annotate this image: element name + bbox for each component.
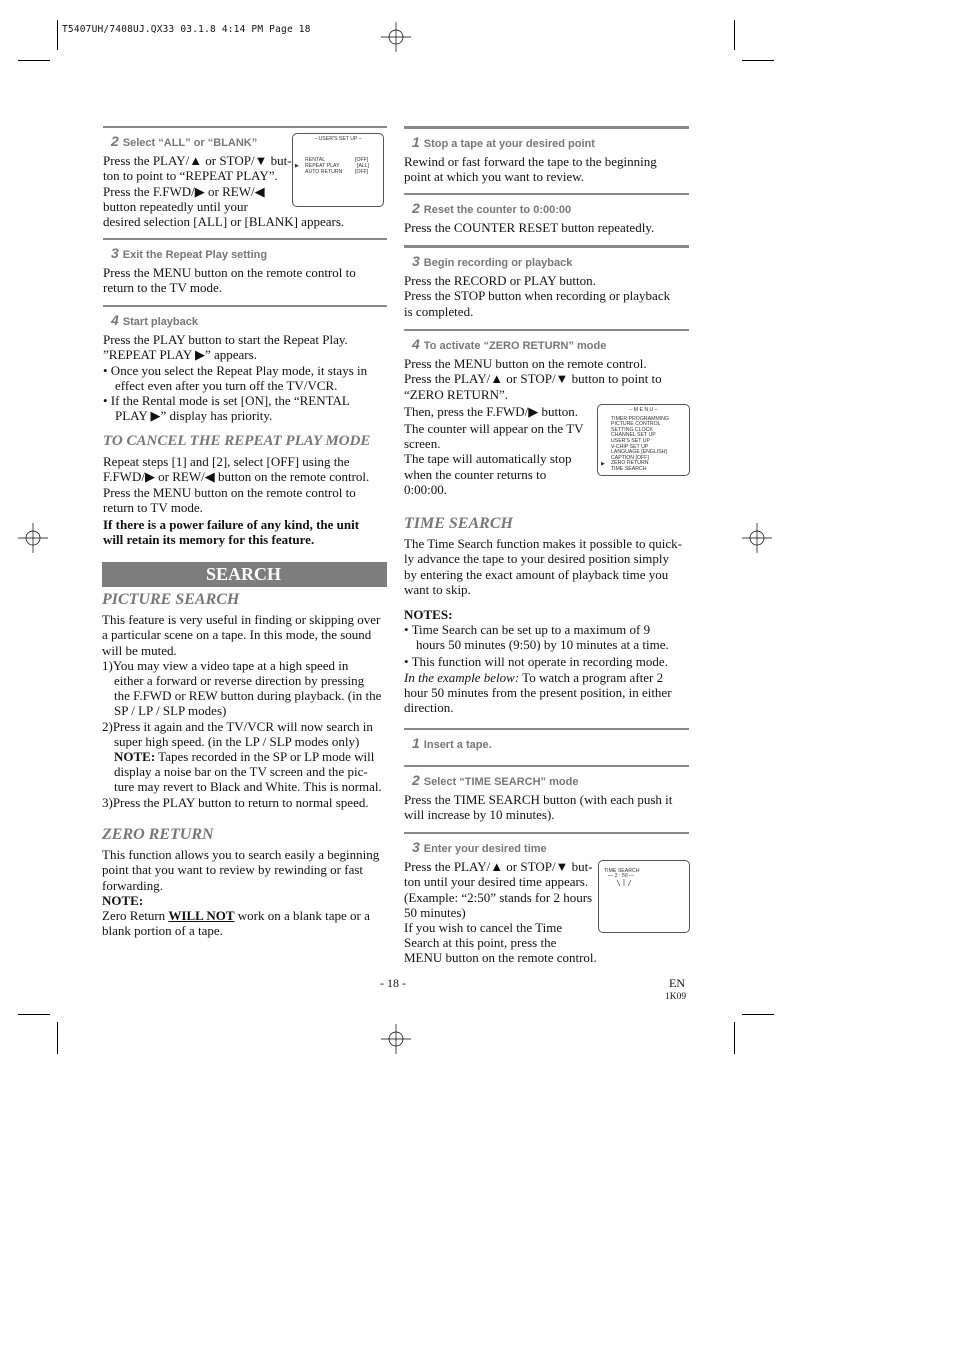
bullet: • If the Rental mode is set [ON], the “RENTAL (103, 393, 350, 409)
step-heading: 4 To activate “ZERO RETURN” mode (412, 336, 607, 352)
step-heading: 4 Start playback (111, 312, 198, 328)
body-text: F.FWD/▶ or REW/◀ button on the remote control. (103, 469, 370, 485)
body-text: when the counter returns to (404, 466, 547, 482)
note-label: NOTE: (102, 892, 144, 908)
screen-row-value: [ALL] (357, 163, 370, 169)
body-text: ton to point to “REPEAT PLAY”. (103, 168, 278, 184)
body-text: 0:00:00. (404, 481, 447, 497)
body-text: screen. (404, 436, 441, 452)
picture-search-section (102, 592, 388, 810)
menu-item: CAPTION [OFF] (611, 454, 649, 461)
users-setup-screen (292, 133, 384, 207)
bullet-cont: PLAY ▶” display has priority. (115, 408, 273, 424)
step-heading: 1 Stop a tape at your desired point (412, 134, 595, 150)
bullet-cont: hours 50 minutes (9:50) by 10 minutes at a time. (416, 637, 669, 653)
menu-item: LANGUAGE [ENGLISH] (611, 449, 667, 456)
body-text: a particular scene on a tape. In this mode, the sound (102, 627, 372, 643)
screen-row-value: [OFF] (355, 169, 369, 175)
body-text: Press the MENU button on the remote control. (404, 356, 647, 372)
body-text: The tape will automatically stop (404, 451, 572, 467)
body-text: Zero Return WILL NOT work on a blank tape or a (102, 908, 370, 924)
step-heading: 2 Select “TIME SEARCH” mode (412, 772, 579, 788)
body-text: Press the PLAY/▲ or STOP/▼ but- (404, 859, 593, 875)
right-step2 (404, 193, 689, 235)
screen-row: AUTO RETURN (305, 169, 343, 175)
left-step3 (103, 238, 387, 296)
body-text: blank portion of a tape. (102, 923, 223, 939)
crop-mark (742, 60, 774, 61)
zero-return-section (102, 827, 388, 938)
section-title: TO CANCEL THE REPEAT PLAY MODE (103, 433, 371, 449)
search-banner: SEARCH (102, 562, 387, 587)
bullet: • Time Search can be set up to a maximum of 9 (404, 622, 651, 638)
body-text: In the example below: To watch a program after 2 (404, 669, 664, 685)
list-item-cont: the F.FWD or REW button during playback. (in the (114, 688, 382, 704)
menu-item: V-CHIP SET UP (611, 443, 649, 450)
body-text: Press the PLAY/▲ or STOP/▼ button to point to (404, 371, 662, 387)
bold-note: If there is a power failure of any kind, the unit (103, 517, 360, 533)
bullet: • This function will not operate in recording mode. (404, 653, 668, 669)
note-cont: ture may revert to Black and White. This is normal. (114, 779, 382, 795)
menu-item: TIME SEARCH (611, 465, 647, 472)
step-heading: 3 Exit the Repeat Play setting (111, 245, 268, 261)
screen-value: — 2 : 50 — (608, 873, 635, 879)
screen-row: REPEAT PLAY (305, 163, 340, 169)
body-text: (Example: “2:50” stands for 2 hours (404, 889, 593, 905)
menu-screen (597, 404, 690, 476)
body-text: hour 50 minutes from the present position, in either (404, 685, 672, 701)
left-step4 (103, 305, 387, 423)
crop-mark (57, 20, 58, 50)
menu-item: TIMER PROGRAMMING (611, 415, 669, 422)
screen-title: – USER'S SET UP – (314, 136, 362, 142)
list-item: 1)You may view a video tape at a high speed in (102, 657, 349, 673)
body-text: Press the TIME SEARCH button (with each push it (404, 792, 673, 808)
body-text: by entering the exact amount of playback time you (404, 566, 669, 582)
registration-mark-icon (18, 523, 48, 553)
cursor-icon: ▶ (295, 163, 299, 169)
page-number: - 18 - (380, 976, 406, 990)
body-text: The Time Search function makes it possible to quick- (404, 536, 683, 552)
crop-mark (742, 1014, 774, 1015)
registration-mark-icon (381, 1024, 411, 1054)
body-text: Rewind or fast forward the tape to the beginning (404, 154, 657, 170)
divider (404, 765, 689, 767)
crop-mark (734, 1022, 735, 1054)
step-heading: 3 Enter your desired time (412, 839, 547, 855)
body-text: 50 minutes) (404, 904, 466, 920)
body-text: is completed. (404, 303, 474, 319)
screen-title: TIME SEARCH (604, 868, 640, 874)
body-text: Press the PLAY/▲ or STOP/▼ but- (103, 153, 292, 169)
section-title: TIME SEARCH (404, 515, 513, 532)
body-text: Press the STOP button when recording or playback (404, 288, 671, 304)
body-text: Then, press the F.FWD/▶ button. (404, 403, 578, 419)
body-text: “ZERO RETURN”. (404, 386, 508, 402)
divider (404, 126, 689, 129)
bold-note: will retain its memory for this feature. (103, 532, 315, 548)
section-title: ZERO RETURN (102, 826, 214, 843)
crop-mark (734, 20, 735, 50)
body-text: Press the COUNTER RESET button repeatedly. (404, 220, 655, 236)
notes-label: NOTES: (404, 607, 453, 623)
print-slug: T5407UH/7408UJ.QX33 03.1.8 4:14 PM Page 18 (62, 24, 311, 35)
body-text: ton until your desired time appears. (404, 874, 589, 890)
step-heading: 2 Reset the counter to 0:00:00 (412, 200, 572, 216)
blink-indicator-icon (613, 878, 635, 887)
divider (404, 728, 689, 730)
body-text: Press the RECORD or PLAY button. (404, 273, 596, 289)
section-title: PICTURE SEARCH (102, 591, 240, 608)
time-step2 (404, 765, 689, 823)
body-text: The counter will appear on the TV (404, 421, 584, 437)
menu-item: SETTING CLOCK (611, 426, 653, 433)
crop-mark (57, 1022, 58, 1054)
body-text: return to the TV mode. (103, 280, 223, 296)
list-item-cont: SP / LP / SLP modes) (114, 703, 227, 719)
right-step3 (404, 245, 689, 319)
menu-item: CHANNEL SET UP (611, 432, 656, 439)
bullet: • Once you select the Repeat Play mode, it stays in (103, 362, 368, 378)
step-heading: 1 Insert a tape. (412, 735, 492, 751)
body-text: MENU button on the remote control. (404, 950, 597, 966)
menu-item: ZERO RETURN (611, 460, 649, 467)
time-search-screen (598, 860, 690, 933)
body-text: return to TV mode. (103, 499, 203, 515)
screen-title: – M E N U – (629, 407, 658, 413)
body-text: will be muted. (102, 642, 177, 658)
menu-item: USER'S SET UP (611, 437, 650, 444)
body-text: point that you want to review by rewinding or fast (102, 862, 364, 878)
body-text: Press the MENU button on the remote control to (103, 265, 356, 281)
body-text: point at which you want to review. (404, 169, 585, 185)
list-item: 2)Press it again and the TV/VCR will now search in (102, 718, 373, 734)
right-step1 (404, 126, 689, 185)
body-text: This function allows you to search easily a beginning (102, 847, 380, 863)
language-code: EN (669, 976, 685, 990)
body-text: desired selection [ALL] or [BLANK] appears. (103, 214, 345, 230)
body-text: If you wish to cancel the Time (404, 920, 563, 936)
divider (404, 245, 689, 248)
crop-mark (18, 1014, 50, 1015)
body-text: want to skip. (404, 581, 471, 597)
list-item: 3)Press the PLAY button to return to normal speed. (102, 794, 369, 810)
time-search-section (404, 516, 690, 715)
step-heading: 2 Select “ALL” or “BLANK” (111, 133, 258, 149)
body-text: ly advance the tape to your desired position simply (404, 551, 669, 567)
list-item-cont: either a forward or reverse direction by pressing (114, 673, 365, 689)
bullet-cont: effect even after you turn off the TV/VCR. (115, 377, 338, 393)
body-text: Press the MENU button on the remote control to (103, 484, 356, 500)
step-heading: 3 Begin recording or playback (412, 253, 573, 269)
registration-mark-icon (742, 523, 772, 553)
body-text: Search at this point, press the (404, 935, 557, 951)
cancel-section (103, 434, 387, 547)
document-code: 1K09 (665, 992, 687, 1002)
note: NOTE: Tapes recorded in the SP or LP mode will (114, 749, 375, 765)
body-text: will increase by 10 minutes). (404, 807, 555, 823)
note-cont: display a noise bar on the TV screen and the pic- (114, 764, 368, 780)
divider (404, 329, 689, 331)
body-text: button repeatedly until your (103, 198, 248, 214)
screen-row: RENTAL (305, 157, 326, 163)
body-text: ”REPEAT PLAY ▶” appears. (103, 347, 257, 363)
divider (103, 238, 387, 240)
divider (103, 305, 387, 307)
crop-mark (18, 60, 50, 61)
body-text: forwarding. (102, 877, 164, 893)
time-step1 (404, 728, 689, 755)
divider (404, 193, 689, 195)
registration-mark-icon (381, 22, 411, 52)
body-text: direction. (404, 700, 454, 716)
body-text: This feature is very useful in finding or skipping over (102, 612, 381, 628)
body-text: Press the F.FWD/▶ or REW/◀ (103, 183, 265, 199)
list-item-cont: super high speed. (in the LP / SLP modes only) (114, 733, 360, 749)
divider (103, 126, 387, 128)
divider (404, 832, 689, 834)
screen-row-value: [OFF] (355, 157, 369, 163)
cursor-icon: ▶ (601, 461, 605, 467)
menu-item: PICTURE CONTROL (611, 421, 661, 428)
body-text: Repeat steps [1] and [2], select [OFF] using the (103, 454, 350, 470)
body-text: Press the PLAY button to start the Repeat Play. (103, 332, 348, 348)
